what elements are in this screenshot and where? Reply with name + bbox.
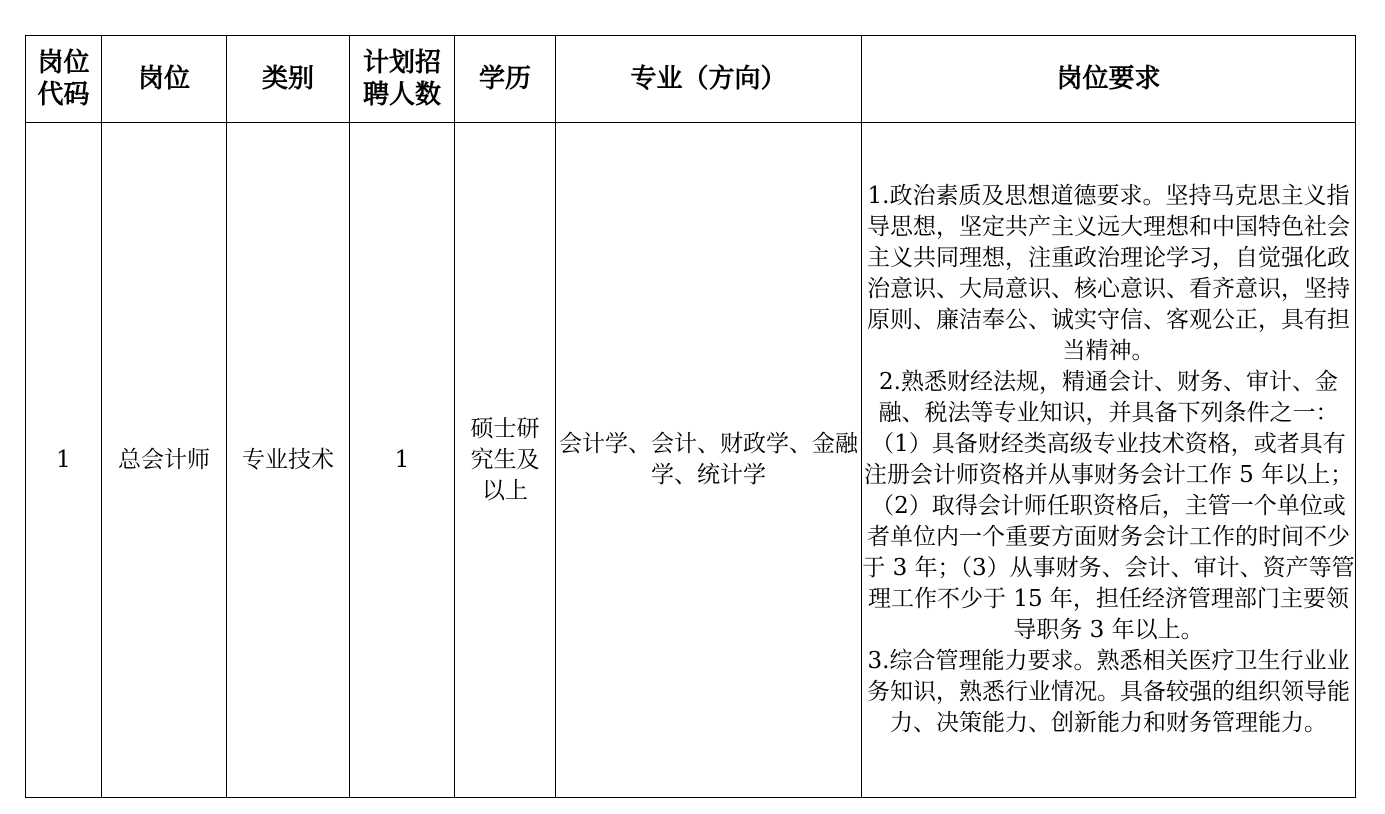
table-row — [26, 123, 1356, 798]
requirement-item-1: 1.政治素质及思想道德要求。坚持马克思主义指导思想，坚定共产主义远大理想和中国特色社会主义共同理想，注重政治理论学习，自觉强化政治意识、大局意识、核心意识、看齐意识，坚持原则、廉洁奉公、诚实守信、客观公正，具有担当精神。 — [867, 183, 1350, 364]
cell-major — [556, 123, 862, 798]
header-post-code-text: 岗位代码 — [37, 48, 90, 110]
cell-requirements — [862, 123, 1356, 798]
cell-education-text: 硕士研究生及以上 — [470, 415, 540, 504]
header-category: 类别 — [227, 36, 350, 123]
header-row — [26, 36, 1356, 123]
cell-post-code: 1 — [26, 123, 102, 798]
cell-post: 总会计师 — [102, 123, 227, 798]
requirement-item-3: 3.综合管理能力要求。熟悉相关医疗卫生行业业务知识，熟悉行业情况。具备较强的组织领导能力、决策能力、创新能力和财务管理能力。 — [867, 648, 1350, 736]
cell-education — [455, 123, 556, 798]
header-requirements: 岗位要求 — [862, 36, 1356, 123]
header-post-code — [26, 36, 102, 123]
header-post: 岗位 — [102, 36, 227, 123]
cell-major-text: 会计学、会计、财政学、金融学、统计学 — [559, 431, 858, 488]
header-plan-count — [350, 36, 455, 123]
cell-category: 专业技术 — [227, 123, 350, 798]
recruitment-table — [25, 35, 1356, 798]
requirement-item-2: 2.熟悉财经法规，精通会计、财务、审计、金融、税法等专业知识，并具备下列条件之一：（1）具备财经类高级专业技术资格，或者具有注册会计师资格并从事财务会计工作 5 年以上；（2）取得会计师任职资格后，主管一个单位或者单位内一个重要方面财务会计工作的时间不少于 3 年；（3）从事财务、会计、审计、资产等管理工作不少于 15 年，担任经济管理部门主要领导职务 3 年以上。 — [862, 369, 1355, 643]
header-plan-count-text: 计划招聘人数 — [362, 48, 441, 110]
cell-plan-count: 1 — [350, 123, 455, 798]
header-major: 专业（方向） — [556, 36, 862, 123]
header-education: 学历 — [455, 36, 556, 123]
